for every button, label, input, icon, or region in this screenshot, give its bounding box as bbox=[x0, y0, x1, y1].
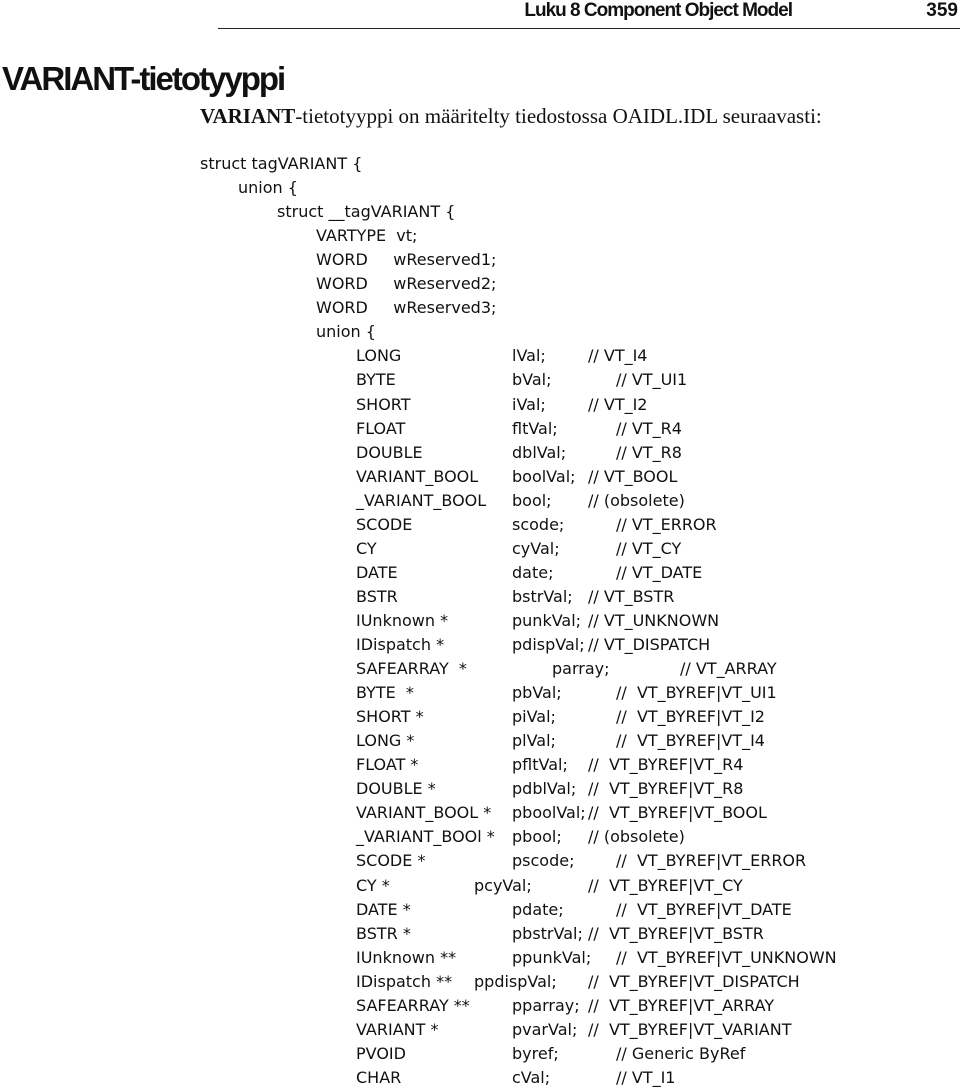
code-member-row bbox=[0, 344, 960, 368]
member-comment: // VT_R4 bbox=[616, 418, 682, 438]
member-comment: // VT_BYREF|VT_BOOL bbox=[588, 803, 767, 823]
member-name: pdate; bbox=[512, 899, 564, 919]
member-comment: // VT_BYREF|VT_UI1 bbox=[616, 683, 777, 703]
member-comment: // VT_UNKNOWN bbox=[588, 610, 720, 630]
code-member-row bbox=[0, 609, 960, 633]
code-member-row bbox=[0, 537, 960, 561]
intro-paragraph bbox=[200, 104, 822, 129]
member-name: fltVal; bbox=[512, 418, 558, 438]
code-member-row bbox=[0, 561, 960, 585]
member-name: bstrVal; bbox=[512, 586, 573, 606]
member-type: CY bbox=[356, 538, 377, 558]
code-member-row bbox=[0, 874, 960, 898]
code-member-row bbox=[0, 753, 960, 777]
member-type: CHAR bbox=[356, 1067, 402, 1087]
code-member-row bbox=[0, 633, 960, 657]
member-comment: // VT_BYREF|VT_I4 bbox=[616, 731, 765, 751]
member-type: FLOAT bbox=[356, 418, 406, 438]
member-comment: // VT_ARRAY bbox=[680, 659, 777, 679]
code-line: VARTYPE vt; bbox=[316, 226, 418, 246]
code-member-row bbox=[0, 393, 960, 417]
member-comment: // VT_BSTR bbox=[588, 586, 675, 606]
member-type: BSTR * bbox=[356, 923, 411, 943]
member-name: pbstrVal; bbox=[512, 923, 583, 943]
code-line: WORD wReserved1; bbox=[316, 250, 497, 270]
member-type: DATE bbox=[356, 562, 398, 582]
member-comment: // VT_BYREF|VT_R8 bbox=[588, 779, 744, 799]
member-name: pbool; bbox=[512, 827, 562, 847]
code-member-row bbox=[0, 1042, 960, 1066]
intro-text: -tietotyyppi on määritelty tiedostossa OAIDL.IDL seuraavasti: bbox=[295, 104, 822, 128]
member-name: bVal; bbox=[512, 370, 552, 390]
member-type: DOUBLE bbox=[356, 442, 423, 462]
member-type: SHORT bbox=[356, 394, 411, 414]
member-type: BSTR bbox=[356, 586, 398, 606]
member-type: SCODE * bbox=[356, 851, 426, 871]
member-name: plVal; bbox=[512, 731, 556, 751]
member-type: VARIANT_BOOL bbox=[356, 466, 479, 486]
code-member-row bbox=[0, 368, 960, 392]
page-number: 359 bbox=[926, 0, 958, 21]
code-member-row bbox=[0, 729, 960, 753]
member-name: pbVal; bbox=[512, 683, 562, 703]
member-type: PVOID bbox=[356, 1043, 406, 1063]
member-comment: // VT_BYREF|VT_I2 bbox=[616, 707, 765, 727]
code-line: struct __tagVARIANT { bbox=[277, 202, 456, 222]
header-rule bbox=[218, 28, 960, 29]
code-member-row bbox=[0, 417, 960, 441]
member-type: BYTE bbox=[356, 370, 396, 390]
member-comment: // VT_BYREF|VT_CY bbox=[588, 875, 743, 895]
member-type: IDispatch ** bbox=[356, 971, 453, 991]
code-line: WORD wReserved3; bbox=[316, 298, 497, 318]
code-member-row bbox=[0, 922, 960, 946]
member-comment: // VT_ERROR bbox=[616, 514, 717, 534]
member-comment: // (obsolete) bbox=[588, 490, 685, 510]
code-member-row bbox=[0, 585, 960, 609]
section-title: VARIANT-tietotyyppi bbox=[2, 60, 285, 97]
member-comment: // VT_I4 bbox=[588, 346, 648, 366]
code-line: union { bbox=[316, 322, 376, 342]
member-type: VARIANT * bbox=[356, 1019, 439, 1039]
member-name: pcyVal; bbox=[474, 875, 532, 895]
member-comment: // VT_BYREF|VT_BSTR bbox=[588, 923, 764, 943]
member-type: SHORT * bbox=[356, 707, 424, 727]
member-comment: // VT_I1 bbox=[616, 1067, 676, 1087]
code-member-row bbox=[0, 849, 960, 873]
member-name: bool; bbox=[512, 490, 552, 510]
member-comment: // VT_BOOL bbox=[588, 466, 678, 486]
member-name: cyVal; bbox=[512, 538, 560, 558]
intro-bold-word: VARIANT bbox=[200, 104, 296, 128]
member-name: pparray; bbox=[512, 995, 580, 1015]
running-head: Luku 8 Component Object Model bbox=[524, 0, 792, 21]
member-type: FLOAT * bbox=[356, 755, 419, 775]
member-name: dblVal; bbox=[512, 442, 567, 462]
code-member-row bbox=[0, 441, 960, 465]
member-name: pdispVal; bbox=[512, 635, 585, 654]
code-member-row bbox=[0, 513, 960, 537]
member-comment: // VT_CY bbox=[616, 538, 682, 558]
code-member-row bbox=[0, 1066, 960, 1090]
member-comment: // Generic ByRef bbox=[616, 1043, 746, 1063]
member-type: LONG * bbox=[356, 731, 415, 751]
code-member-row bbox=[0, 681, 960, 705]
member-type: DOUBLE * bbox=[356, 779, 436, 799]
member-name: ppunkVal; bbox=[512, 947, 592, 967]
member-type: CY * bbox=[356, 875, 390, 895]
member-name: pfltVal; bbox=[512, 755, 568, 775]
member-comment: // VT_I2 bbox=[588, 394, 648, 414]
member-name: boolVal; bbox=[512, 466, 576, 486]
member-comment: // VT_BYREF|VT_DISPATCH bbox=[588, 971, 800, 991]
member-name: scode; bbox=[512, 514, 565, 534]
member-name: ppdispVal; bbox=[474, 971, 557, 991]
member-type: SCODE bbox=[356, 514, 413, 534]
code-member-row bbox=[0, 465, 960, 489]
code-member-row bbox=[0, 1018, 960, 1042]
code-member-row bbox=[0, 898, 960, 922]
member-name: parray; bbox=[552, 659, 610, 679]
member-comment: // VT_BYREF|VT_UNKNOWN bbox=[616, 947, 837, 967]
member-type: LONG bbox=[356, 346, 402, 366]
member-name: piVal; bbox=[512, 707, 556, 727]
member-name: cVal; bbox=[512, 1067, 551, 1087]
member-name: date; bbox=[512, 562, 554, 582]
code-member-row bbox=[0, 801, 960, 825]
code-member-row bbox=[0, 777, 960, 801]
member-name: iVal; bbox=[512, 394, 546, 414]
member-comment: // VT_BYREF|VT_VARIANT bbox=[588, 1019, 792, 1039]
member-type: VARIANT_BOOL * bbox=[356, 803, 492, 823]
member-comment: // VT_R8 bbox=[616, 442, 682, 462]
code-member-row bbox=[0, 825, 960, 849]
member-comment: // (obsolete) bbox=[588, 827, 685, 847]
member-name: byref; bbox=[512, 1043, 559, 1063]
code-member-row bbox=[0, 970, 960, 994]
code-line: WORD wReserved2; bbox=[316, 274, 497, 294]
member-type: DATE * bbox=[356, 899, 411, 919]
member-type: _VARIANT_BOOl * bbox=[356, 827, 495, 847]
code-line: union { bbox=[238, 178, 298, 198]
member-name: lVal; bbox=[512, 346, 546, 366]
member-type: _VARIANT_BOOL bbox=[356, 490, 487, 510]
code-member-row bbox=[0, 489, 960, 513]
member-comment: // VT_BYREF|VT_ARRAY bbox=[588, 995, 775, 1015]
member-comment: // VT_BYREF|VT_R4 bbox=[588, 755, 744, 775]
member-type: SAFEARRAY * bbox=[356, 659, 467, 679]
member-type: IDispatch * bbox=[356, 635, 445, 654]
member-type: SAFEARRAY ** bbox=[356, 995, 470, 1015]
member-name: pboolVal; bbox=[512, 803, 586, 823]
member-type: IUnknown * bbox=[356, 610, 449, 630]
member-name: pvarVal; bbox=[512, 1019, 578, 1039]
member-name: pscode; bbox=[512, 851, 575, 871]
member-comment: // VT_DISPATCH bbox=[588, 635, 711, 654]
code-member-row bbox=[0, 946, 960, 970]
code-member-row bbox=[0, 705, 960, 729]
member-comment: // VT_UI1 bbox=[616, 370, 688, 390]
code-member-row bbox=[0, 657, 960, 681]
code-member-row bbox=[0, 994, 960, 1018]
member-type: IUnknown ** bbox=[356, 947, 457, 967]
member-type: BYTE * bbox=[356, 683, 414, 703]
member-comment: // VT_DATE bbox=[616, 562, 703, 582]
member-name: pdblVal; bbox=[512, 779, 577, 799]
code-line: struct tagVARIANT { bbox=[200, 154, 363, 173]
member-comment: // VT_BYREF|VT_ERROR bbox=[616, 851, 807, 871]
member-name: punkVal; bbox=[512, 610, 582, 630]
member-comment: // VT_BYREF|VT_DATE bbox=[616, 899, 792, 919]
